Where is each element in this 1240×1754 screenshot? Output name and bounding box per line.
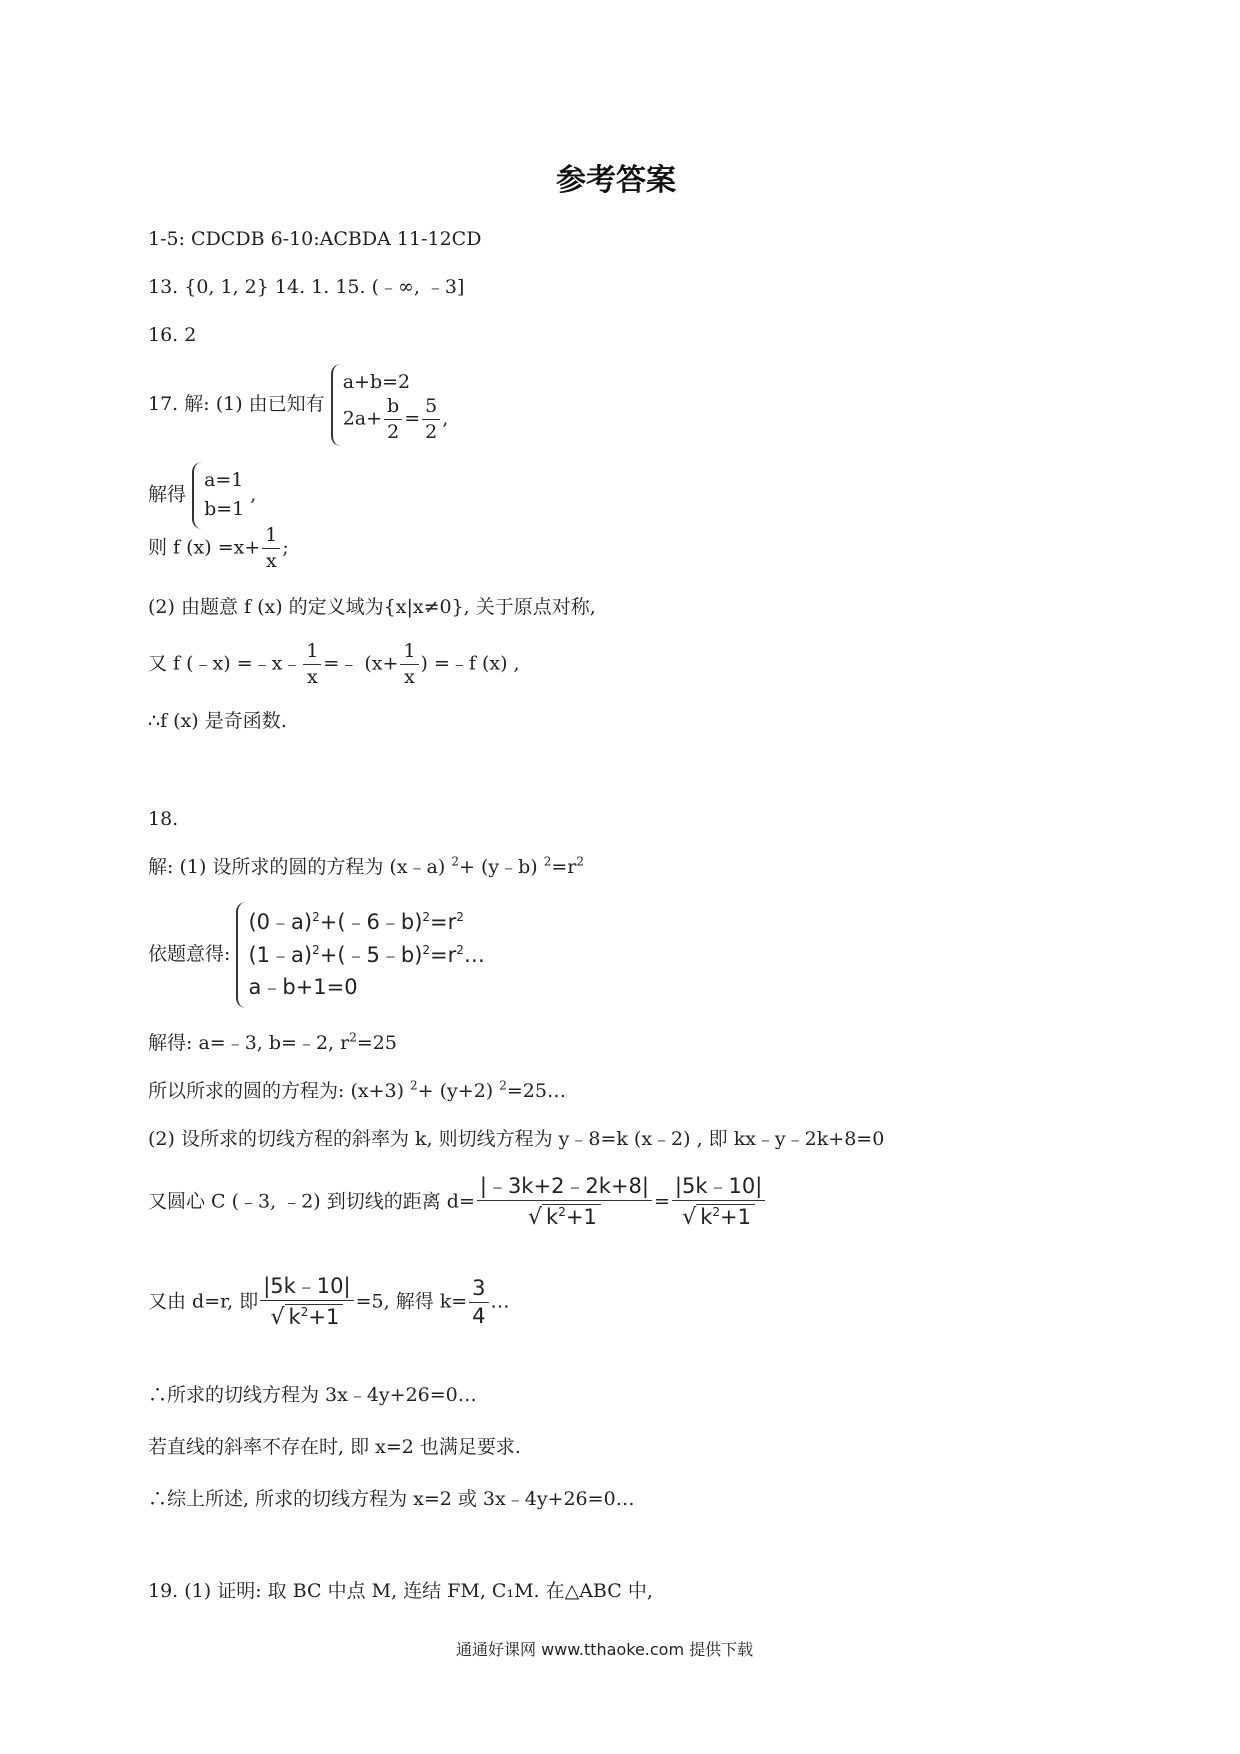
q17-solution-system: a=1 b=1 [192,462,250,529]
q19-start: 19. (1) 证明: 取 BC 中点 M, 连结 FM, C₁M. 在△ABC 中, [148,1580,653,1602]
fill-answer-16: 16. 2 [148,324,197,346]
q18-circle-equation: 所以所求的圆的方程为: (x+3) $^2$+ (y+2) $^2$=25… [148,1078,566,1102]
q17-equation-system [331,364,455,446]
page-title: 参考答案 [556,163,676,198]
q18-setup: 解: (1) 设所求的圆的方程为 (x﹣a) $^2$+ (y﹣b) $^2=r^2$ [148,854,585,878]
q17-eq2: 2a+ $\frac{b}{2}$ = $\frac{5}{2}$ , [342,395,449,444]
q18-distance: 又圆心 C (﹣3, ﹣2) 到切线的距离 d= $\frac{|﹣3k+2﹣2k+8|}{√ k^2+1}$ = $\frac{|5k﹣10|}{√ k^2+1}$ [148,1176,767,1229]
q18-summary: ∴综上所述, 所求的切线方程为 x=2 或 3x﹣4y+26=0… [148,1488,635,1510]
q17-function: 则 f (x) =x+ $\frac{1}{x}$ ; [148,524,289,572]
mc-answers: 1-5: CDCDB 6-10:ACBDA 11-12CD [148,228,482,250]
q18-tangent-line: ∴所求的切线方程为 3x﹣4y+26=0… [148,1384,477,1406]
q18-solution: 解得: a=﹣3, b=﹣2, $r^2=25$ [148,1030,397,1054]
q17-part2: (2) 由题意 f (x) 的定义域为{x|x≠0}, 关于原点对称, [148,596,596,618]
q17-given-line [148,364,454,446]
q17-conclusion: ∴f (x) 是奇函数. [148,710,287,732]
q18-sys-eq3: a﹣b+1=0 [248,975,358,1000]
q17-eq1: a+b=2 [342,371,411,393]
fill-answers-13-15: 13. {0, 1, 2} 14. 1. 15. (﹣∞, ﹣3] [148,276,465,298]
page-footer: 通通好课网 www.tthaoke.com 提供下载 [456,1640,754,1659]
q18-part2: (2) 设所求的切线方程的斜率为 k, 则切线方程为 y﹣8=k (x﹣2) , 即 kx﹣y﹣2k+8=0 [148,1128,885,1150]
q18-equation-system [236,902,490,1008]
q17-odd-check: 又 f (﹣x) =﹣x﹣ $\frac{1}{x}$ =﹣ (x+ $\frac{1}{x}$ ) =﹣f (x) , [148,640,520,688]
q18-sys-eq1: $(0﹣a)^2+(﹣6﹣b)^2=r^2$ [248,910,464,934]
q17-intro: 17. 解: (1) 由已知有 [148,393,325,416]
q18-conditions: 依题意得: $(0﹣a)^2+(﹣6﹣b)^2=r^2$ $(1﹣a)^2+(﹣5﹣b)^2=r^2\dots$ a﹣b+1=0 [148,902,491,1008]
q17-solution: 解得 a=1 b=1 , [148,462,256,529]
q18-number: 18. [148,808,179,830]
q18-vertical-case: 若直线的斜率不存在时, 即 x=2 也满足要求. [148,1436,521,1458]
q18-solve-k: 又由 d=r, 即 $\frac{|5k﹣10|}{√ k^2+1}$ =5, 解得 k= $\frac{3}{4}$ … [148,1274,510,1330]
q18-sys-eq2: $(1﹣a)^2+(﹣5﹣b)^2=r^2\dots$ [248,942,485,967]
